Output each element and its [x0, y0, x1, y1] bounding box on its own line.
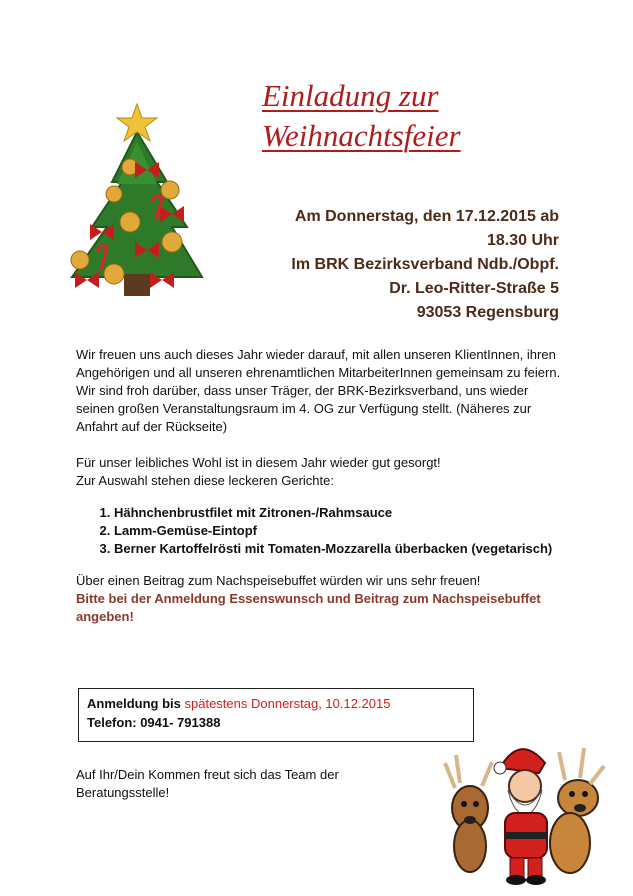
event-date: Am Donnerstag, den 17.12.2015 ab [294, 208, 559, 225]
event-info [259, 205, 559, 325]
registration-deadline: spätestens Donnerstag, 10.12.2015 [184, 696, 391, 711]
event-venue: Im BRK Bezirksverband Ndb./Obpf. [291, 256, 559, 273]
closing-text: Auf Ihr/Dein Kommen freut sich das Team der Beratungsstelle! [76, 767, 339, 800]
registration-note: Bitte bei der Anmeldung Essenswunsch und Beitrag zum Nachspeisebuffet angeben! [76, 591, 541, 624]
menu-item: 2. Lamm-Gemüse-Eintopf [114, 522, 566, 540]
title-line-1: Einladung zur [262, 78, 439, 113]
invitation-title [262, 76, 522, 156]
title-line-2: Weihnachtsfeier [262, 118, 461, 153]
menu-item: 3. Berner Kartoffelrösti mit Tomaten-Mozzarella überbacken (vegetarisch) [114, 540, 566, 558]
event-street: Dr. Leo-Ritter-Straße 5 [389, 280, 559, 297]
registration-label: Anmeldung bis [87, 696, 185, 711]
registration-phone: Telefon: 0941- 791388 [87, 715, 221, 730]
registration-box [78, 688, 474, 742]
event-city: 93053 Regensburg [416, 304, 559, 321]
menu-item: 1. Hähnchenbrustfilet mit Zitronen-/Rahmsauce [114, 504, 566, 522]
dessert-paragraph: Über einen Beitrag zum Nachspeisebuffet würden wir uns sehr freuen! [76, 573, 481, 588]
menu-intro: Zur Auswahl stehen diese leckeren Gerichte: [76, 473, 334, 488]
menu-list [76, 504, 566, 558]
event-time: 18.30 Uhr [486, 232, 559, 249]
registration-deadline-line [87, 694, 465, 713]
food-paragraph: Für unser leibliches Wohl ist in diesem Jahr wieder gut gesorgt! [76, 455, 441, 470]
christmas-tree-illustration [52, 102, 222, 317]
venue-paragraph: Wir sind froh darüber, dass unser Träger, der BRK-Bezirksverband, uns wieder seinen großen Veranstaltungsraum im 4. OG zur Verfügung stellt. (Näheres zur Anfahrt auf der Rückseite) [76, 383, 532, 434]
invitation-body [76, 346, 566, 626]
intro-paragraph: Wir freuen uns auch dieses Jahr wieder darauf, mit allen unseren KlientInnen, ihren Angehörigen und all unseren ehrenamtlichen MitarbeiterInnen gemeinsam zu feiern. [76, 347, 561, 380]
santa-reindeer-illustration [430, 728, 610, 888]
